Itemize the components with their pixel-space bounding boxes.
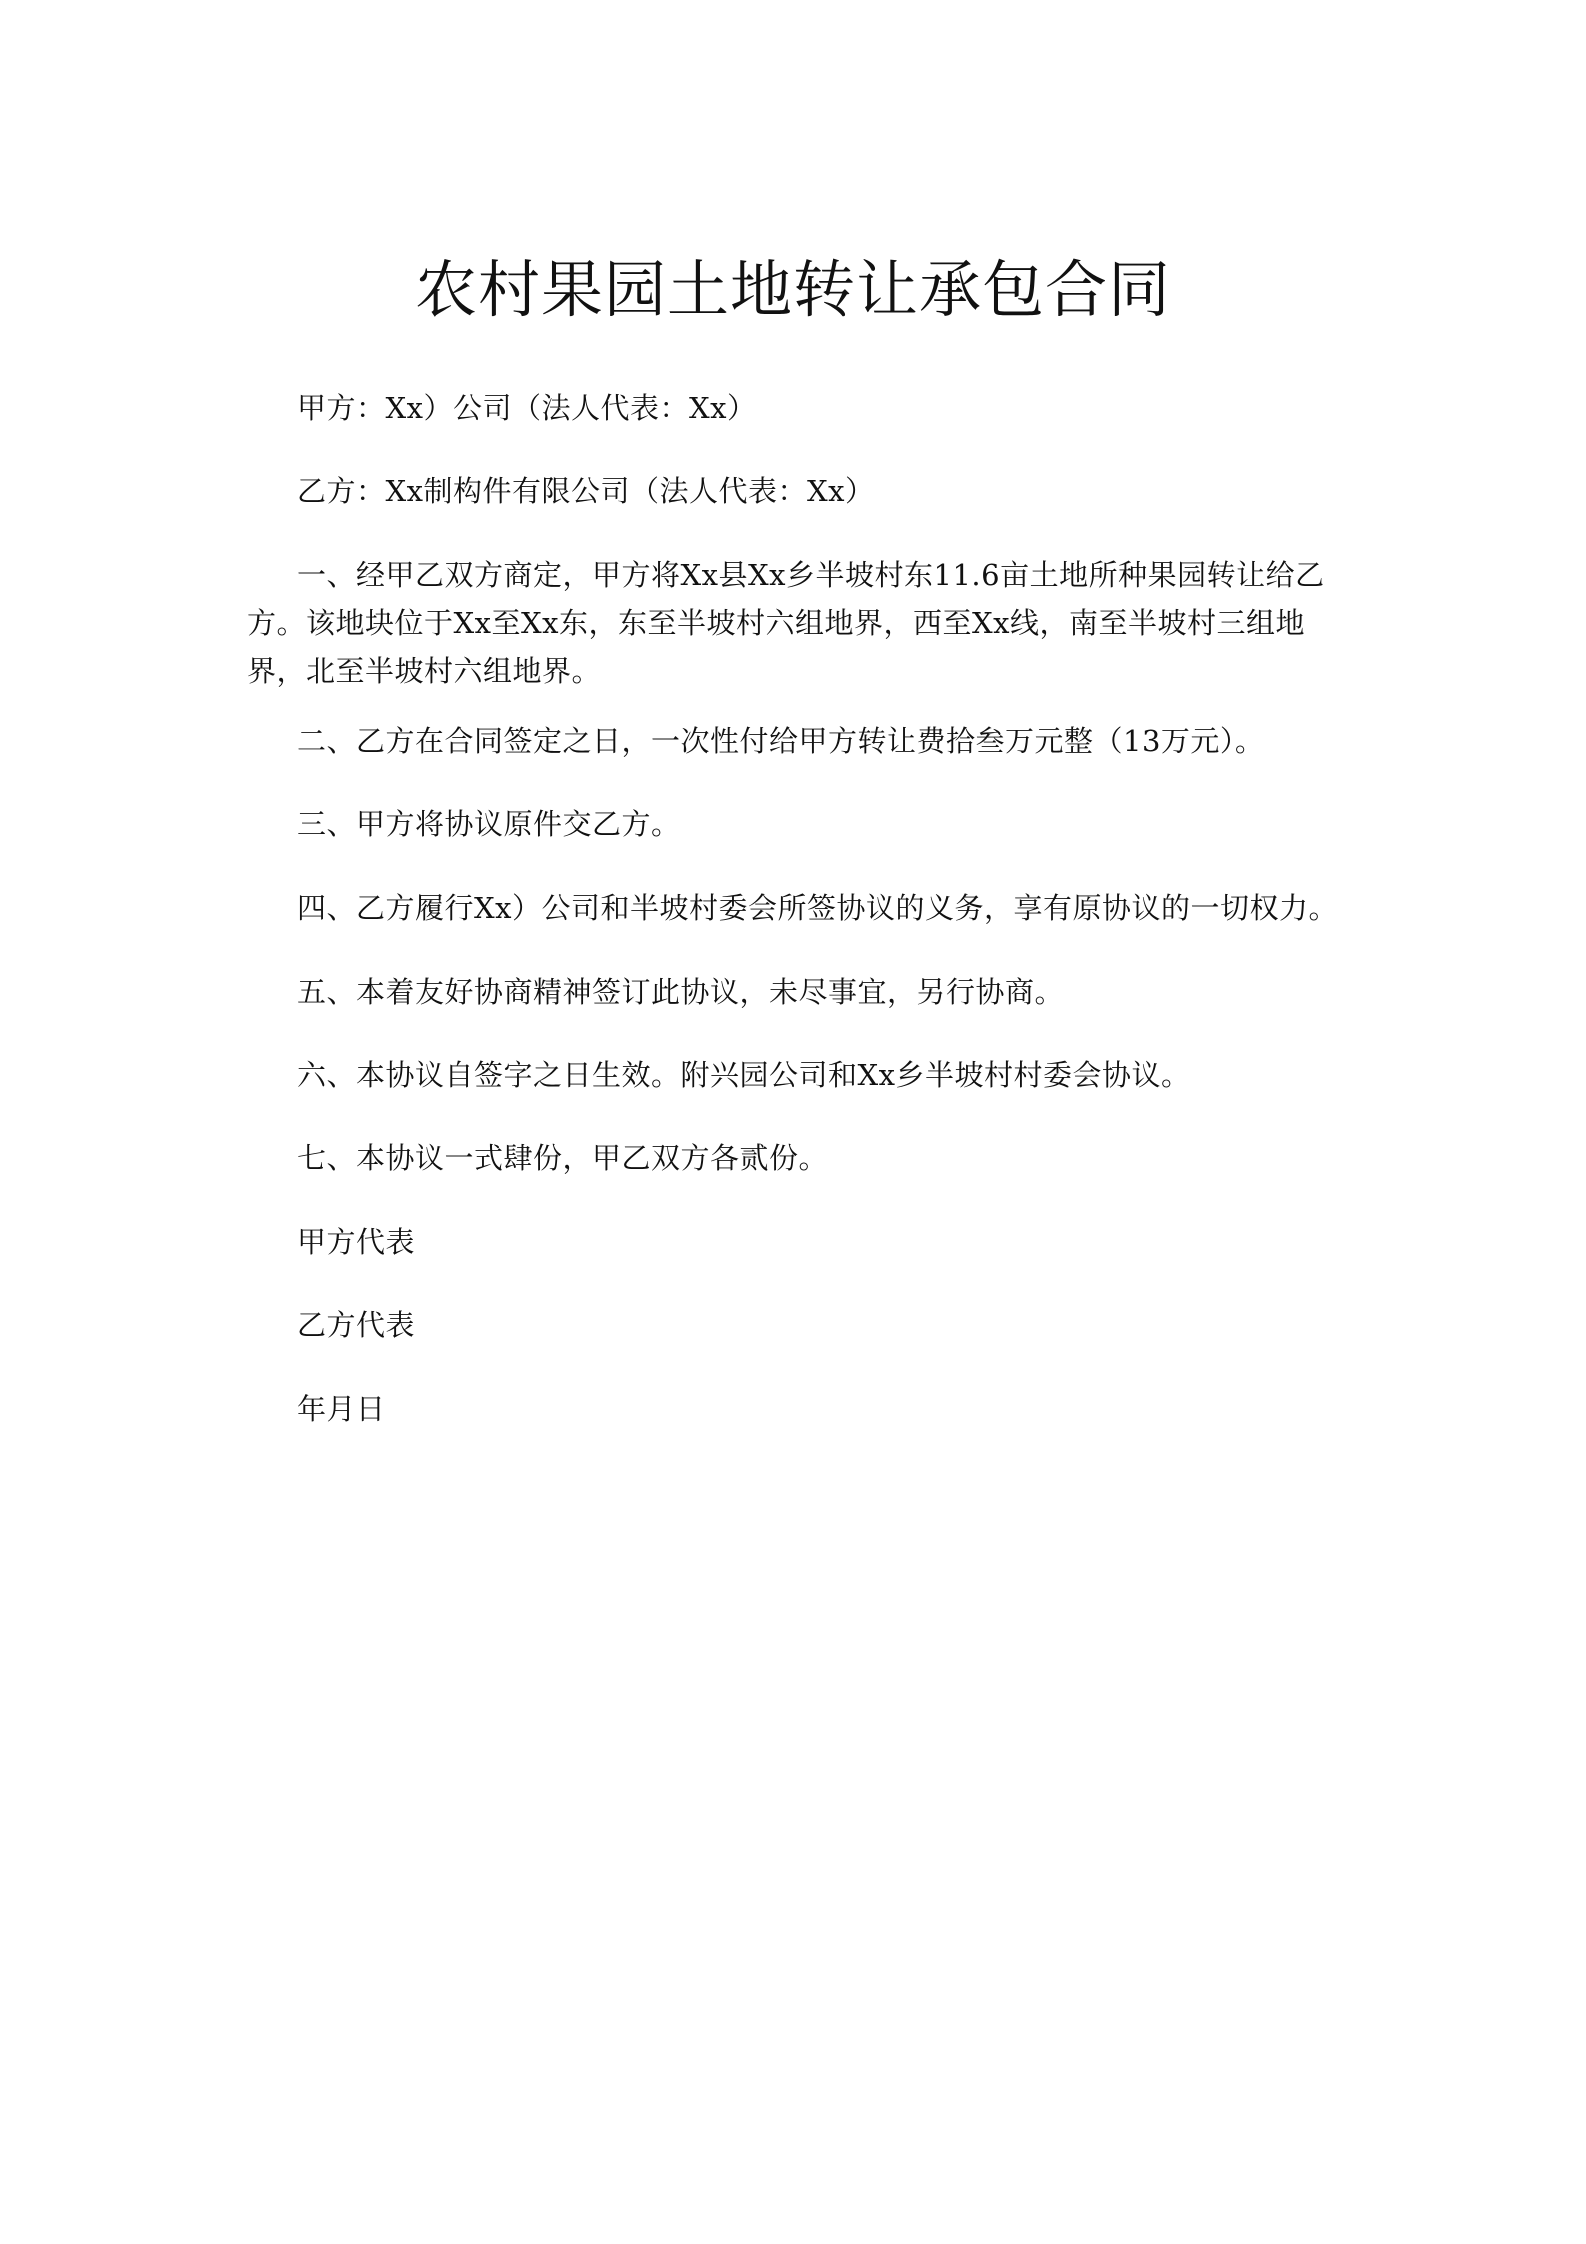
clause-7: 七、本协议一式肆份，甲乙双方各贰份。 [297, 1141, 829, 1175]
clause-5: 五、本着友好协商精神签订此协议，未尽事宜，另行协商。 [297, 975, 1065, 1009]
signature-date: 年月日 [297, 1392, 386, 1426]
clause-4: 四、乙方履行Xx）公司和半坡村委会所签协议的义务，享有原协议的一切权力。 [297, 891, 1339, 925]
clause-6: 六、本协议自签字之日生效。附兴园公司和Xx乡半坡村村委会协议。 [297, 1058, 1191, 1092]
party-a-line: 甲方：Xx）公司（法人代表：Xx） [297, 391, 757, 425]
party-b-representative: 乙方代表 [297, 1308, 416, 1342]
document-title: 农村果园土地转让承包合同 [414, 253, 1171, 326]
party-a-representative: 甲方代表 [297, 1225, 416, 1259]
party-b-line: 乙方：Xx制构件有限公司（法人代表：Xx） [297, 474, 875, 508]
clause-3: 三、甲方将协议原件交乙方。 [297, 807, 681, 841]
clause-1: 一、经甲乙双方商定，甲方将Xx县Xx乡半坡村东11.6亩土地所种果园转让给乙方。该地块位于Xx至Xx东，东至半坡村六组地界，西至Xx线，南至半坡村三组地界，北至半坡村六组地界。 [247, 558, 1325, 688]
clause-2: 二、乙方在合同签定之日，一次性付给甲方转让费拾叁万元整（13万元）。 [297, 724, 1265, 758]
